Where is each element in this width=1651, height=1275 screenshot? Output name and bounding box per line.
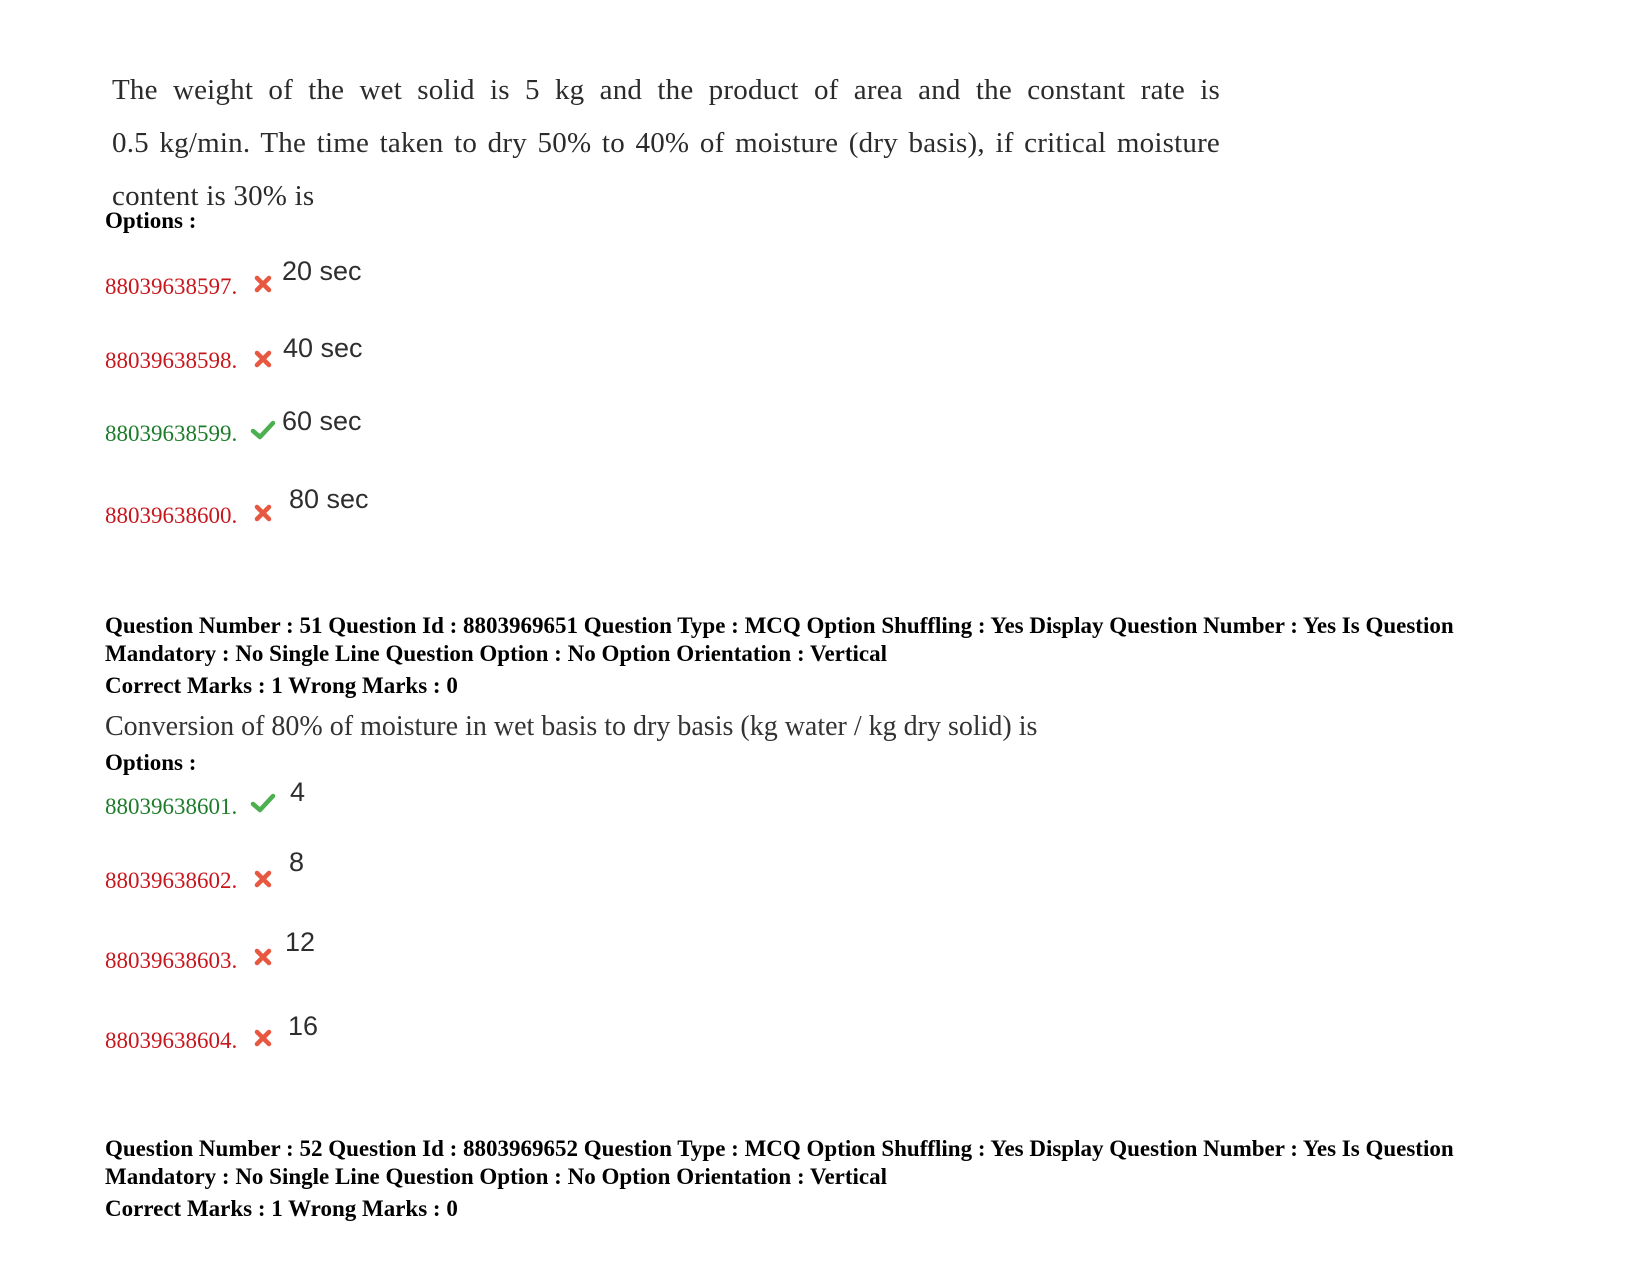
- question-50-line-1: The weight of the wet solid is 5 kg and the product of area and the constant rate is: [112, 74, 1220, 106]
- cross-icon: [252, 273, 274, 295]
- option-value: 40 sec: [283, 333, 363, 363]
- question-50-line-2: 0.5 kg/min. The time taken to dry 50% to 40% of moisture (dry basis), if critical moisture: [112, 127, 1220, 159]
- option-id: 88039638599.: [105, 421, 238, 446]
- options-label: Options :: [105, 750, 197, 775]
- cross-icon: [252, 502, 274, 524]
- option-id: 88039638597.: [105, 274, 238, 299]
- option-value: 60 sec: [282, 406, 362, 436]
- option-value: 4: [290, 777, 306, 807]
- question-52-marks: Correct Marks : 1 Wrong Marks : 0: [105, 1196, 458, 1221]
- cross-icon: [252, 868, 274, 890]
- question-51-meta-line-2: Mandatory : No Single Line Question Option : No Option Orientation : Vertical: [105, 641, 888, 666]
- cross-icon: [252, 348, 274, 370]
- question-51-meta: [105, 612, 1555, 668]
- options-label: Options :: [105, 208, 197, 233]
- option-value: 8: [289, 847, 305, 877]
- option-id: 88039638602.: [105, 868, 238, 893]
- option-value: 20 sec: [282, 256, 362, 286]
- question-51-text: Conversion of 80% of moisture in wet basis to dry basis (kg water / kg dry solid) is: [105, 711, 1038, 742]
- option-id: 88039638603.: [105, 948, 238, 973]
- check-icon: [250, 792, 276, 814]
- option-id: 88039638604.: [105, 1028, 238, 1053]
- cross-icon: [252, 946, 274, 968]
- question-50-text: [112, 64, 1220, 223]
- option-value: 12: [285, 927, 316, 957]
- check-icon: [250, 419, 276, 441]
- option-id: 88039638601.: [105, 794, 238, 819]
- question-51-marks: Correct Marks : 1 Wrong Marks : 0: [105, 673, 458, 698]
- option-id: 88039638600.: [105, 503, 238, 528]
- question-51-meta-line-1: Question Number : 51 Question Id : 8803969651 Question Type : MCQ Option Shuffling : Yes Display Question Number : Yes Is Question: [105, 613, 1454, 638]
- question-52-meta-line-1: Question Number : 52 Question Id : 8803969652 Question Type : MCQ Option Shuffling : Yes Display Question Number : Yes Is Question: [105, 1136, 1454, 1161]
- question-52-meta: [105, 1135, 1555, 1191]
- option-value: 16: [288, 1011, 319, 1041]
- question-52-meta-line-2: Mandatory : No Single Line Question Option : No Option Orientation : Vertical: [105, 1164, 888, 1189]
- option-value: 80 sec: [289, 484, 369, 514]
- option-id: 88039638598.: [105, 348, 238, 373]
- question-50-line-3: content is 30% is: [112, 180, 315, 212]
- cross-icon: [252, 1027, 274, 1049]
